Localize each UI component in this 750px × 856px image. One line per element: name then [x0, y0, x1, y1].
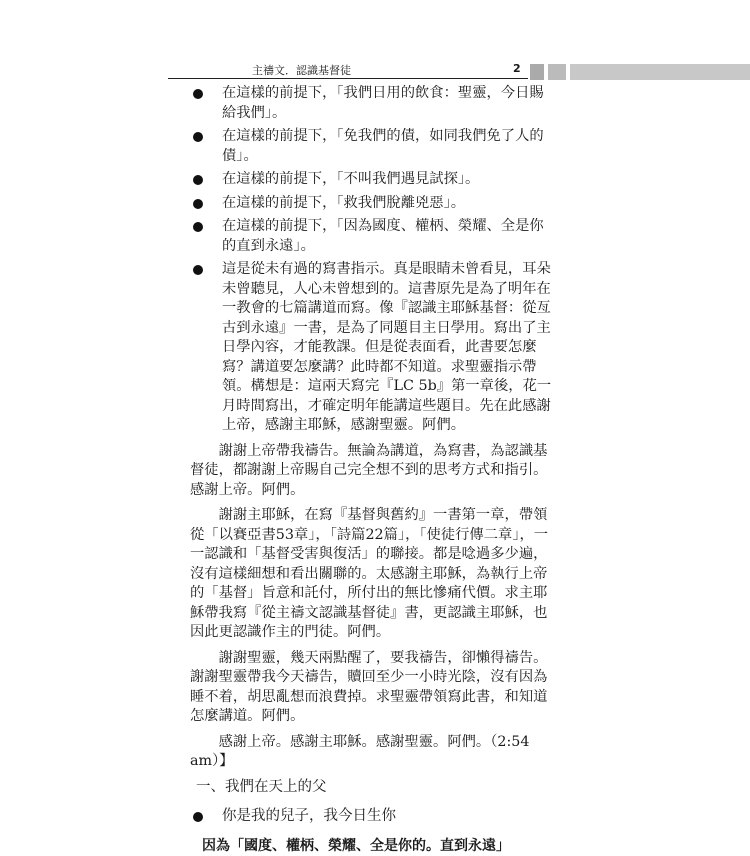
bullet-icon — [193, 812, 203, 822]
body-paragraph: 感謝上帝。感謝主耶穌。感謝聖靈。阿們。（2:54 am）】 — [190, 733, 555, 772]
bullet-icon — [193, 132, 203, 142]
list-item-text: 在這樣的前提下，「我們日用的飲食：聖靈，今日賜給我們」。 — [222, 85, 544, 121]
bullet-icon — [193, 265, 203, 275]
bold-quote: 因為「國度、權柄、榮耀、全是你的。直到永遠」 — [190, 837, 555, 856]
list-item — [190, 127, 555, 166]
bullet-icon — [193, 199, 203, 209]
bullet-list — [190, 84, 555, 436]
list-item — [190, 170, 555, 190]
list-item-text: 這是從未有過的寫書指示。真是眼睛未曾看見，耳朵未曾聽見，人心未曾想到的。這書原先是為了明年在一教會的七篇講道而寫。像『認識主耶穌基督：從亙古到永遠』一書，是為了同題目主日學用。寫出了主日學內容，才能教課。但是從表面看，此書要怎麼寫？講道要怎麼講？此時都不知道。求聖靈指示帶領。構想是：這兩天寫完『LC 5b』第一章後，花一月時間寫出，才確定明年能講這些題目。先在此感謝上帝，感謝主耶穌，感謝聖靈。阿們。 — [222, 261, 551, 433]
header-rule — [168, 78, 528, 79]
header-decoration-bar — [570, 64, 750, 80]
bullet-icon — [193, 89, 203, 99]
bullet-icon — [193, 222, 203, 232]
running-header-title: 主禱文．認識基督徒 — [252, 62, 351, 78]
sub-bullet-text: 你是我的兒子，我今日生你 — [222, 808, 396, 824]
page-number: 2 — [513, 62, 521, 75]
list-item-text: 在這樣的前提下，「不叫我們遇見試探」。 — [222, 171, 479, 187]
list-item-text: 在這樣的前提下，「因為國度、權柄、榮耀、全是你的直到永遠」。 — [222, 218, 544, 254]
body-paragraph: 謝謝主耶穌，在寫『基督與舊約』一書第一章，帶領從「以賽亞書53章」，「詩篇22篇」，「使徒行傳二章」，一一認識和「基督受害與復活」的聯接。都是唸過多少遍，沒有這樣細想和看出關聯的。太感謝主耶穌，為執行上帝的「基督」旨意和託付，所付出的無比慘痛代價。求主耶穌帶我寫『從主禱文認識基督徒』書，更認識主耶穌，也因此更認識作主的門徒。阿們。 — [190, 506, 555, 643]
sub-bullet-item — [190, 807, 555, 827]
section-heading: 一、我們在天上的父 — [190, 778, 555, 798]
list-item-text: 在這樣的前提下，「救我們脫離兇惡」。 — [222, 195, 465, 211]
body-paragraph: 謝謝聖靈，幾天兩點醒了，要我禱告，卻懶得禱告。謝謝聖靈帶我今天禱告，贖回至少一小時光陰，沒有因為睡不着，胡思亂想而浪費掉。求聖靈帶領寫此書，和知道怎麼講道。阿們。 — [190, 649, 555, 727]
list-item — [190, 84, 555, 123]
bullet-icon — [193, 175, 203, 185]
body-paragraph: 謝謝上帝帶我禱告。無論為講道，為寫書，為認識基督徒，都謝謝上帝賜自己完全想不到的思考方式和指引。感謝上帝。阿們。 — [190, 442, 555, 501]
list-item — [190, 260, 555, 436]
header-decoration-block — [548, 64, 566, 80]
list-item — [190, 194, 555, 214]
list-item — [190, 217, 555, 256]
header-decoration-block — [530, 64, 544, 80]
page-body — [190, 84, 555, 856]
list-item-text: 在這樣的前提下，「免我們的債，如同我們免了人的債」。 — [222, 128, 544, 164]
